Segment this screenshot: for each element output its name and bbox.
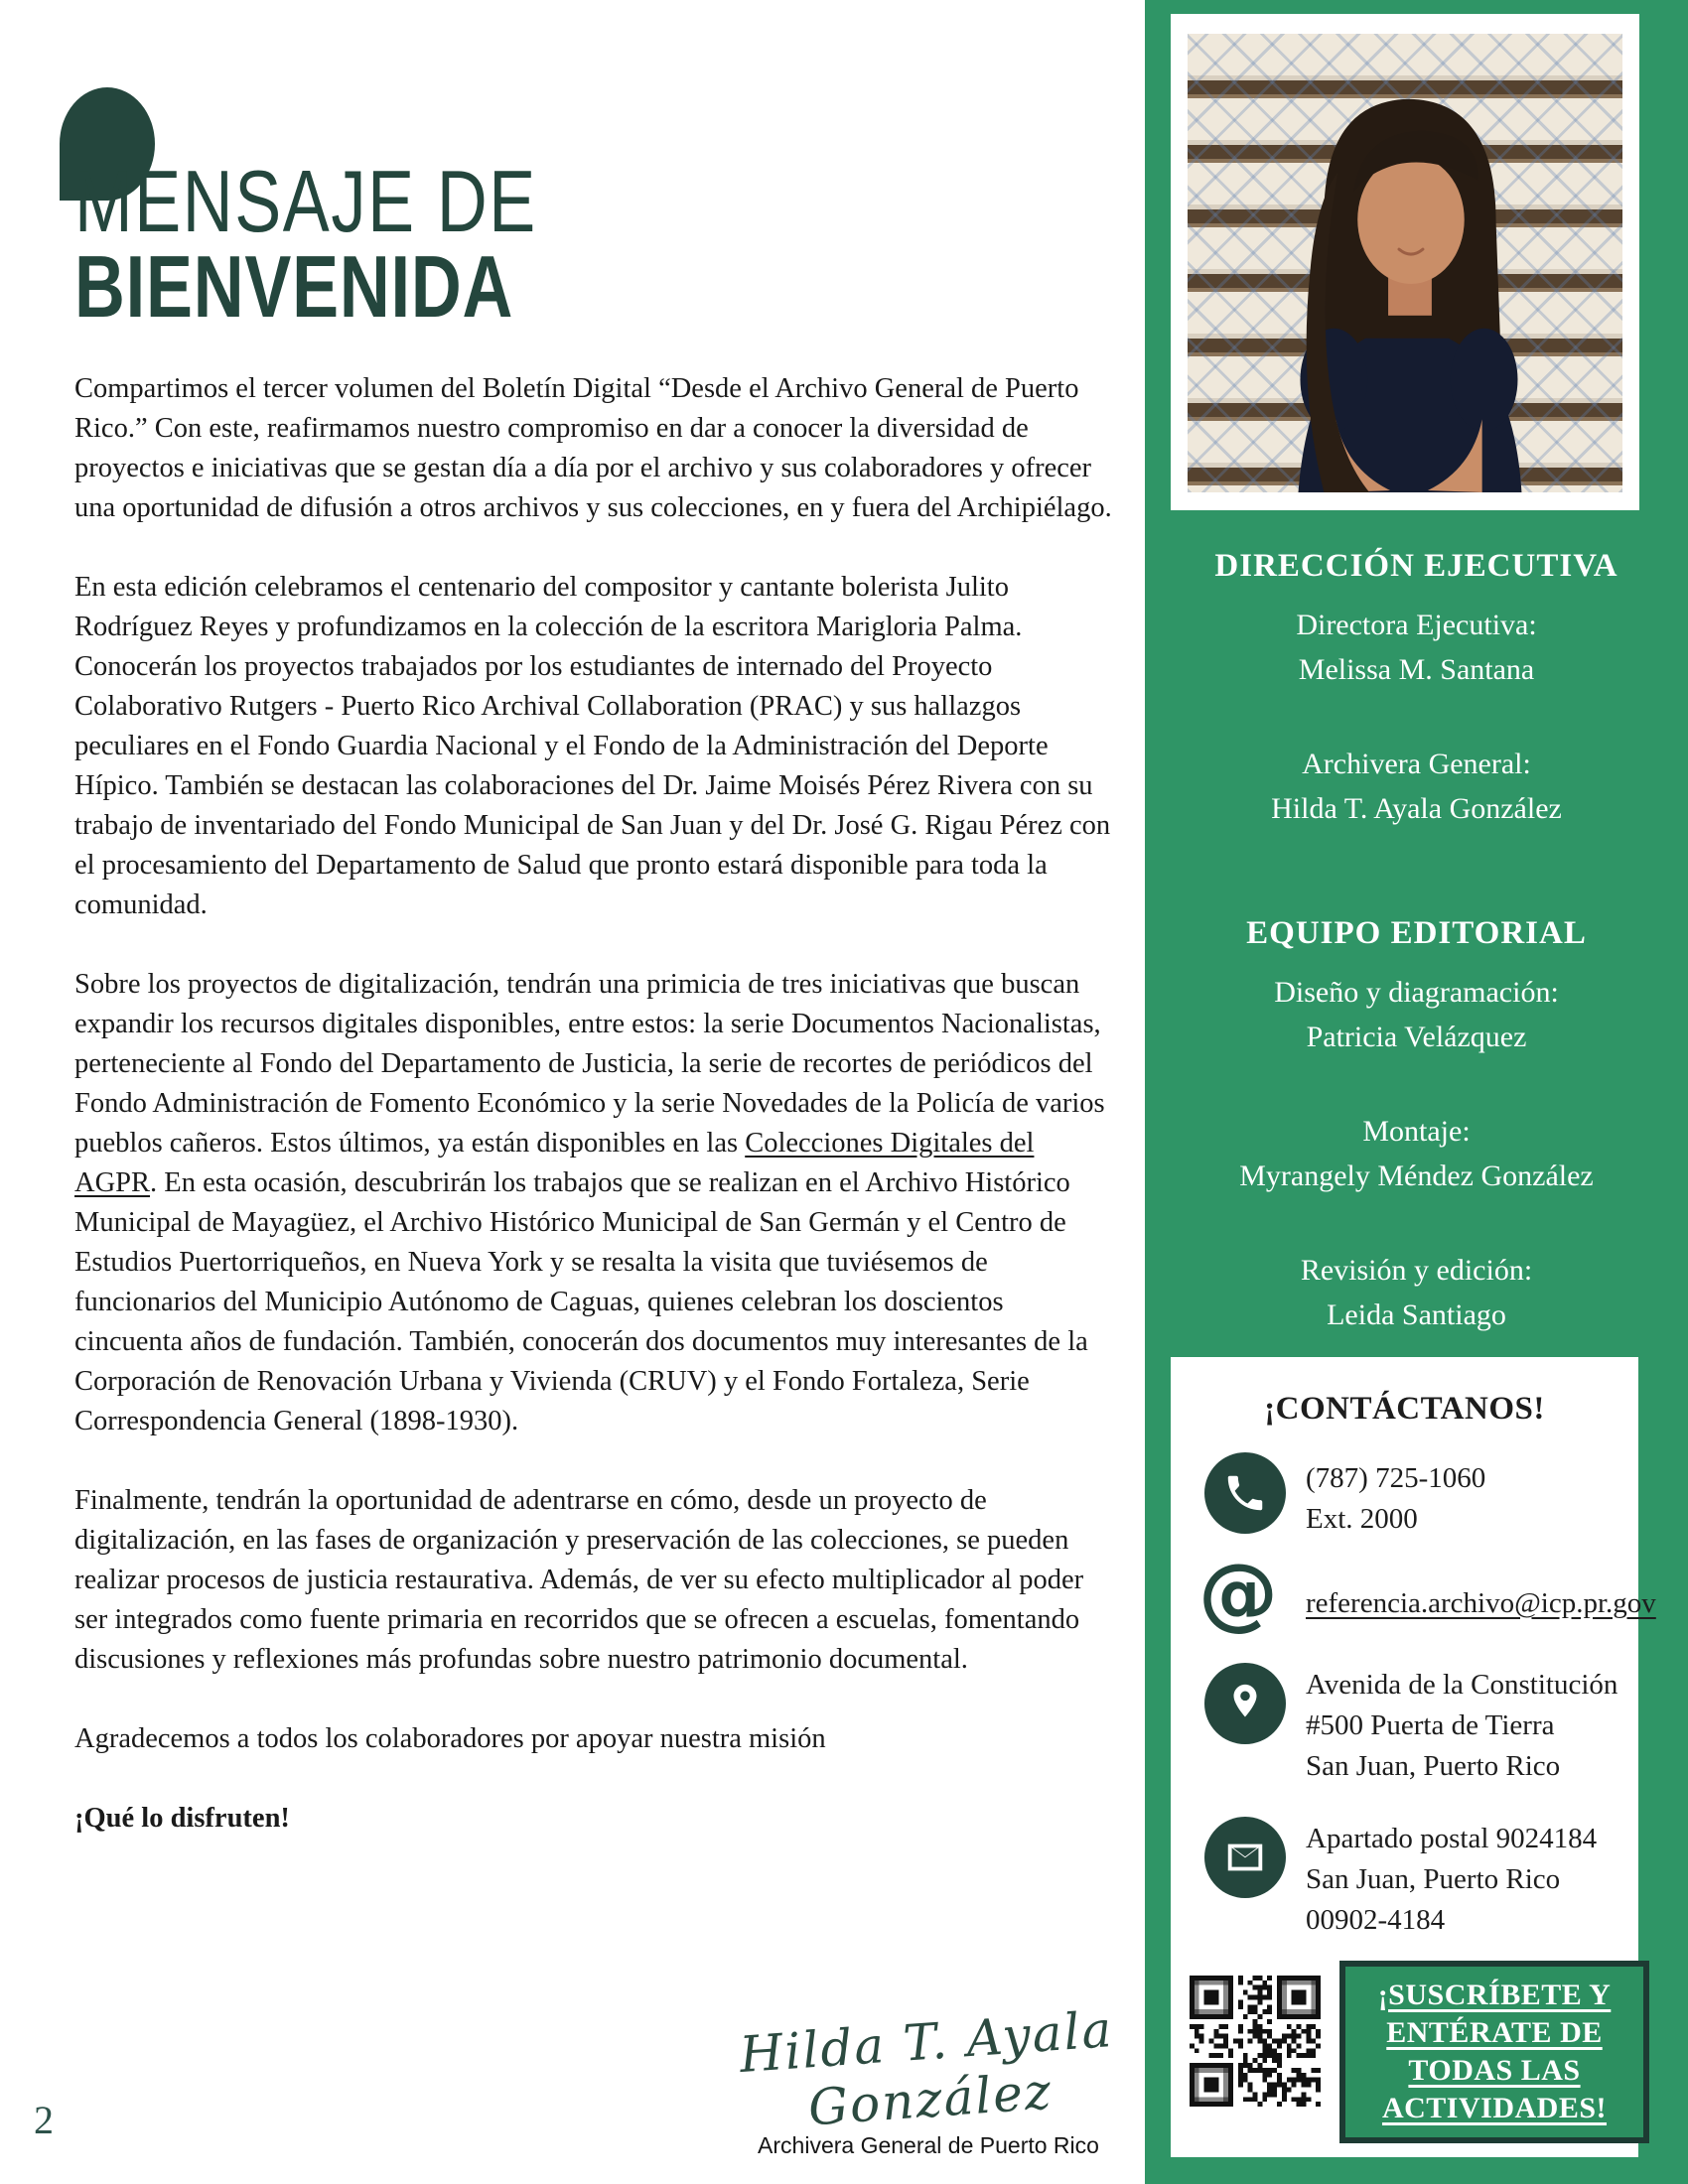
phone-number: (787) 725-1060 [1306,1462,1486,1494]
paragraph-3-text: Sobre los proyectos de digitalización, tendrán una primicia de tres iniciativas que buscan expandir los recursos digitales disponibles, entre estos: la serie Documentos Nacionalistas, perteneciente al Fondo del Departamento de Justicia, la serie de recortes de periódicos del Fondo Administración de Fomento Económico y la serie Novedades de la Policía de varios pueblos cañeros. Estos últimos, ya están disponibles en las [74,969,1105,1159]
paragraph-2: En esta edición celebramos el centenario del compositor y cantante bolerista Julito Rodríguez Reyes y profundizamos en la colección de la escritora Marigloria Palma. Conocerán los proyectos trabajados por los estudiantes de internado del Proyecto Colaborativo Rutgers - Puerto Rico Archival Collaboration (PRAC) y sus hallazgos peculiares en el Fondo Guardia Nacional y el Fondo de la Administración del Deporte Hípico. También se destacan las colaboraciones del Dr. Jaime Moisés Pérez Rivera con su trabajo de inventariado del Fondo Municipal de San Juan y del Dr. José G. Rigau Pérez con el procesamiento del Departamento de Salud que pronto estará disponible para toda la comunidad. [74,572,1111,920]
portrait-illustration [1188,34,1622,492]
email-text [1306,1583,1656,1624]
qr-code [1185,1971,1326,2112]
direccion-ejecutiva-section [1145,548,1688,881]
signature-name: Hilda T. Ayala González [737,1999,1116,2137]
address-text [1306,1665,1623,1787]
role-label: Diseño y diagramación: [1274,976,1559,1009]
subscribe-line: ENTÉRATE DE [1386,2016,1603,2049]
paragraph-3-text-after: . En esta ocasión, descubrirán los trabajos que se realizan en el Archivo Histórico Municipal de Mayagüez, el Archivo Histórico Municipal de San Germán y el Centro de Estudios Puertorriqueños, en Nueva York y se resalta la visita que tuviésemos de funcionarios del Municipio Autónomo de Caguas, quienes celebran los doscientos cincuenta años de fundación. También, conocerán dos documentos muy interesantes de la Corporación de Renovación Urbana y Vivienda (CRUV) y el Fondo Fortaleza, Serie Correspondencia General (1898-1930). [74,1167,1088,1436]
role-montaje [1145,1109,1688,1198]
role-name: Patricia Velázquez [1306,1021,1527,1053]
page-title [74,152,537,336]
role-label: Archivera General: [1302,748,1531,780]
subscribe-line: ¡SUSCRÍBETE Y [1377,1979,1612,2011]
direccion-heading: DIRECCIÓN EJECUTIVA [1214,548,1618,584]
address-line: Avenida de la Constitución [1306,1669,1618,1701]
page-title-line1: MENSAJE DE [74,152,537,250]
role-label: Revisión y edición: [1300,1254,1533,1287]
role-label: Directora Ejecutiva: [1296,609,1537,641]
signature-role: Archivera General de Puerto Rico [758,2132,1099,2158]
equipo-heading: EQUIPO EDITORIAL [1246,915,1587,951]
role-directora [1145,603,1688,692]
subscribe-line: ACTIVIDADES! [1381,2092,1608,2124]
at-icon: @ [1198,1547,1278,1639]
paragraph-3 [74,965,1113,1441]
signature-block [695,1999,1162,2159]
postal-line: 00902-4184 [1306,1904,1446,1936]
sidebar [1145,0,1688,2184]
contact-heading: ¡CONTÁCTANOS! [1264,1391,1545,1427]
closing-line: Agradecemos a todos los colaboradores por apoyar nuestra misión [74,1723,826,1754]
postal-text [1306,1819,1623,1941]
portrait-photo [1188,34,1622,492]
phone-text [1306,1458,1623,1540]
role-name: Melissa M. Santana [1298,653,1535,686]
role-diseno [1145,970,1688,1059]
location-icon [1204,1663,1286,1744]
mail-icon [1204,1817,1286,1898]
contact-section [1171,1357,1656,2157]
role-label: Montaje: [1362,1115,1471,1148]
page-title-line2: BIENVENIDA [74,237,514,336]
phone-extension: Ext. 2000 [1306,1503,1418,1535]
email-link[interactable]: referencia.archivo@icp.pr.gov [1306,1587,1656,1619]
phone-icon [1204,1452,1286,1534]
closing-exclamation: ¡Qué lo disfruten! [74,1803,290,1834]
role-revision [1145,1248,1688,1337]
paragraph-4: Finalmente, tendrán la oportunidad de adentrarse en cómo, desde un proyecto de digitalización, en las fases de organización y preservación de las colecciones, se pueden realizar procesos de justicia restaurativa. Además, de ver su efecto multiplicador al poder ser integrados como fuente primaria en recorridos que se ofrecen a escuelas, fomentando discusiones y reflexiones más profundas sobre nuestro patrimonio documental. [74,1485,1084,1675]
postal-line: Apartado postal 9024184 [1306,1823,1598,1854]
address-line: San Juan, Puerto Rico [1306,1750,1561,1782]
subscribe-line: TODAS LAS [1408,2054,1581,2087]
address-line: #500 Puerta de Tierra [1306,1709,1555,1741]
role-name: Hilda T. Ayala González [1271,792,1562,825]
page-number: 2 [34,2098,54,2142]
postal-line: San Juan, Puerto Rico [1306,1863,1561,1895]
subscribe-banner[interactable] [1339,1961,1649,2143]
role-name: Myrangely Méndez González [1239,1160,1594,1192]
equipo-editorial-section [1145,915,1688,1387]
article-body [74,369,1113,1878]
portrait-photo-frame [1171,14,1639,510]
role-name: Leida Santiago [1327,1298,1506,1331]
colecciones-digitales-link[interactable]: Colecciones Digitales del AGPR [74,1128,1035,1198]
paragraph-1: Compartimos el tercer volumen del Boletín Digital “Desde el Archivo General de Puerto Rico.” Con este, reafirmamos nuestro compromiso en dar a conocer la diversidad de proyectos e iniciativas que se gestan día a día por el archivo y sus colaboradores y ofrecer una oportunidad de difusión a otros archivos y sus colecciones, en y fuera del Archipiélago. [74,373,1112,523]
role-archivera [1145,742,1688,831]
